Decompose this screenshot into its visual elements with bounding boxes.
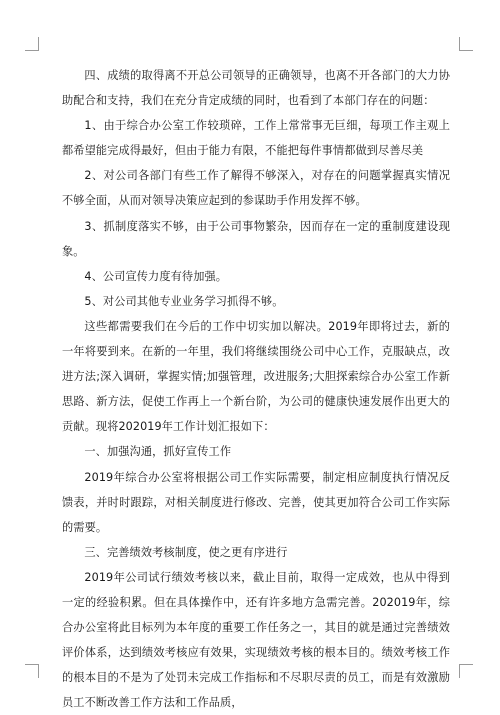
- heading-performance: 三、完善绩效考核制度，使之更有序进行: [84, 545, 288, 559]
- paragraph-problem-4: 4、公司宣传力度有待加强。: [84, 269, 228, 283]
- paragraph-problem-2: 2、对公司各部门有些工作了解得不够深入，对存在的问题掌握真实情况不够全面，从而对领导决策应起到的参谋助手作用发挥不够。: [62, 169, 450, 208]
- document-body: [62, 63, 450, 715]
- paragraph-plan-intro: 这些都需要我们在今后的工作中切实加以解决。2019年即将过去，新的一年将要到来。在新的一年里，我们将继续围绕公司中心工作，克服缺点，改进方法;深入调研，掌握实情;加强管理，改进服务;大胆探索综合办公室工作新思路、新方法，促使工作再上一个新台阶，为公司的健康快速发展作出更大的贡献。现将202019年工作计划汇报如下：: [62, 319, 450, 434]
- crop-mark-bottom-right: [459, 664, 473, 678]
- heading-communication: 一、加强沟通，抓好宣传工作: [84, 445, 232, 459]
- crop-mark-top-right: [459, 37, 473, 51]
- crop-mark-bottom-left: [25, 664, 39, 678]
- paragraph-problem-5: 5、对公司其他专业业务学习抓得不够。: [84, 294, 284, 308]
- paragraph-problem-1: 1、由于综合办公室工作较琐碎，工作上常常事无巨细，每项工作主观上都希望能完成得最好，但由于能力有限，不能把每件事情都做到尽善尽美: [62, 119, 450, 158]
- paragraph-system-feedback: 2019年综合办公室将根据公司工作实际需要，制定相应制度执行情况反馈表，并时时跟踪，对相关制度进行修改、完善，使其更加符合公司工作实际的需要。: [62, 470, 450, 534]
- paragraph-problems-intro: 四、成绩的取得离不开总公司领导的正确领导，也离不开各部门的大力协助配合和支持，我们在充分肯定成绩的同时，也看到了本部门存在的问题：: [62, 69, 450, 108]
- paragraph-performance: 2019年公司试行绩效考核以来，截止目前，取得一定成效，也从中得到一定的经验积累。但在具体操作中，还有许多地方急需完善。202019年，综合办公室将此目标列为本年度的重要工作任务之一，其目的就是通过完善绩效评价体系，达到绩效考核应有效果，实现绩效考核的根本目的。绩效考核工作的根本目的不是为了处罚未完成工作指标和不尽职尽责的员工，而是有效激励员工不断改善工作方法和工作品质，: [62, 570, 450, 710]
- paragraph-problem-3: 3、抓制度落实不够，由于公司事物繁杂，因而存在一定的重制度建设现象。: [62, 219, 450, 258]
- crop-mark-top-left: [25, 37, 39, 51]
